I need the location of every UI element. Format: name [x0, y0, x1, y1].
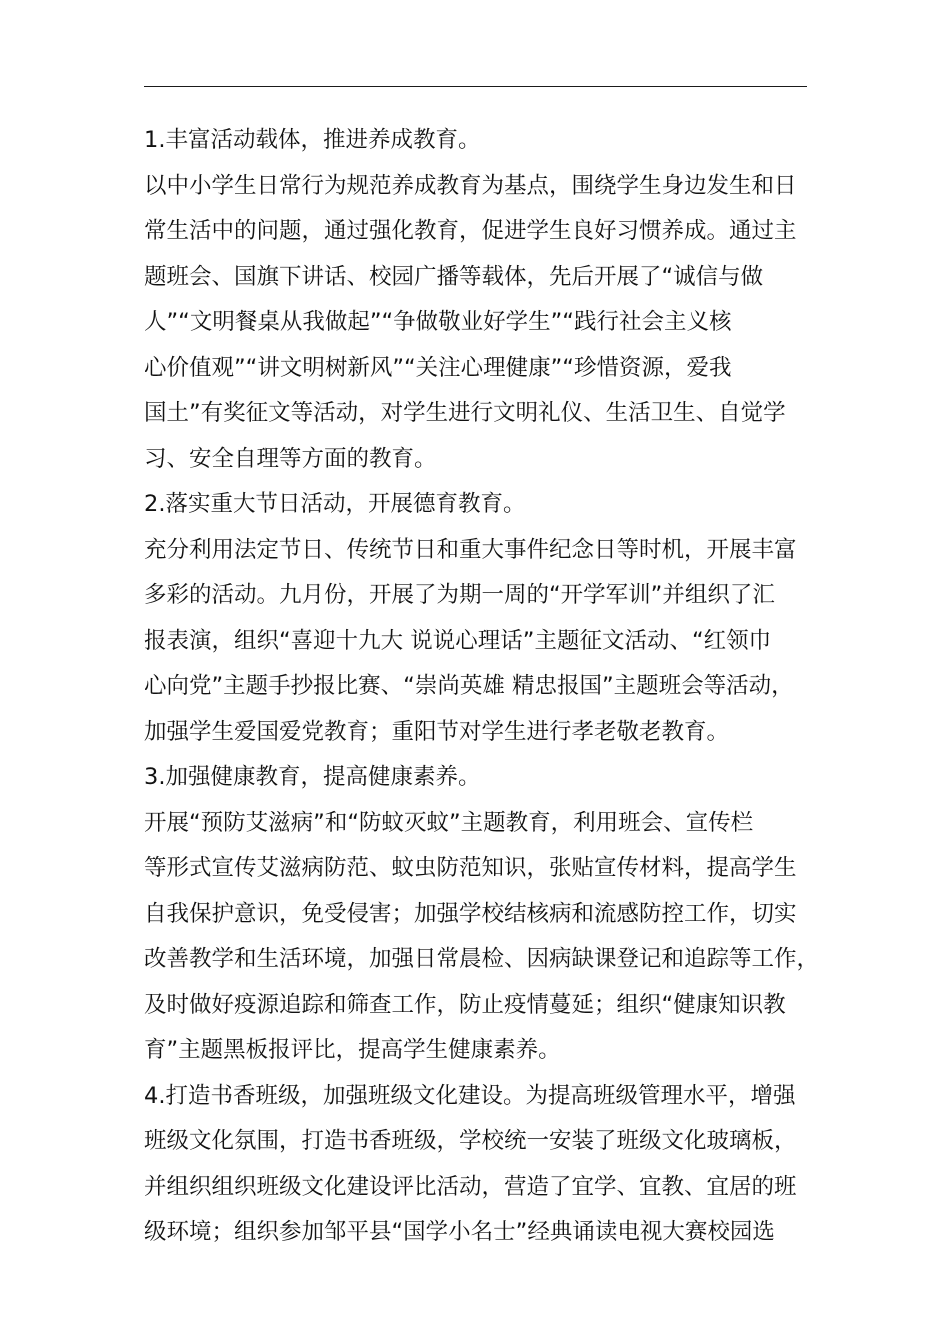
- text-line: 多彩的活动。九月份，开展了为期一周的“开学军训”并组织了汇: [144, 582, 775, 608]
- text-line: 级环境；组织参加邹平县“国学小名士”经典诵读电视大赛校园选: [144, 1219, 775, 1245]
- text-line: 改善教学和生活环境，加强日常晨检、因病缺课登记和追踪等工作，: [144, 946, 820, 972]
- text-line: 开展“预防艾滋病”和“防蚊灭蚊”主题教育，利用班会、宣传栏: [144, 809, 754, 836]
- text-line: 充分利用法定节日、传统节日和重大事件纪念日等时机，开展丰富: [144, 536, 797, 563]
- text-line: 3.加强健康教育，提高健康素养。: [144, 764, 481, 790]
- text-line: 题班会、国旗下讲话、校园广播等载体，先后开展了“诚信与做: [144, 263, 764, 290]
- text-line: 育”主题黑板报评比，提高学生健康素养。: [144, 1037, 561, 1063]
- document-body: [144, 118, 820, 1256]
- text-line: 1.丰富活动载体，推进养成教育。: [144, 127, 481, 153]
- text-line: 心价值观”“讲文明树新风”“关注心理健康”“珍惜资源，爱我: [144, 354, 732, 381]
- text-line: 心向党”主题手抄报比赛、“崇尚英雄 精忠报国”主题班会等活动，: [144, 673, 794, 699]
- text-line: 2.落实重大节日活动，开展德育教育。: [144, 491, 526, 517]
- text-line: 报表演，组织“喜迎十九大 说说心理话”主题征文活动、“红领巾: [144, 627, 772, 654]
- text-line: 以中小学生日常行为规范养成教育为基点，围绕学生身边发生和日: [144, 172, 797, 199]
- text-line: 并组织组织班级文化建设评比活动，营造了宜学、宜教、宜居的班: [144, 1173, 797, 1200]
- text-line: 及时做好疫源追踪和筛查工作，防止疫情蔓延；组织“健康知识教: [144, 991, 786, 1018]
- header-rule: [144, 86, 807, 87]
- text-line: 班级文化氛围，打造书香班级，学校统一安装了班级文化玻璃板，: [144, 1128, 797, 1154]
- text-line: 人”“文明餐桌从我做起”“争做敬业好学生”“践行社会主义核: [144, 309, 732, 335]
- text-line: 自我保护意识，免受侵害；加强学校结核病和流感防控工作，切实: [144, 900, 797, 927]
- text-line: 习、安全自理等方面的教育。: [144, 445, 437, 472]
- text-line: 等形式宣传艾滋病防范、蚊虫防范知识，张贴宣传材料，提高学生: [144, 855, 797, 881]
- text-line: 国土”有奖征文等活动，对学生进行文明礼仪、生活卫生、自觉学: [144, 400, 786, 426]
- text-line: 4.打造书香班级，加强班级文化建设。为提高班级管理水平，增强: [144, 1082, 796, 1109]
- text-line: 常生活中的问题，通过强化教育，促进学生良好习惯养成。通过主: [144, 218, 797, 244]
- text-line: 加强学生爱国爱党教育；重阳节对学生进行孝老敬老教育。: [144, 718, 730, 745]
